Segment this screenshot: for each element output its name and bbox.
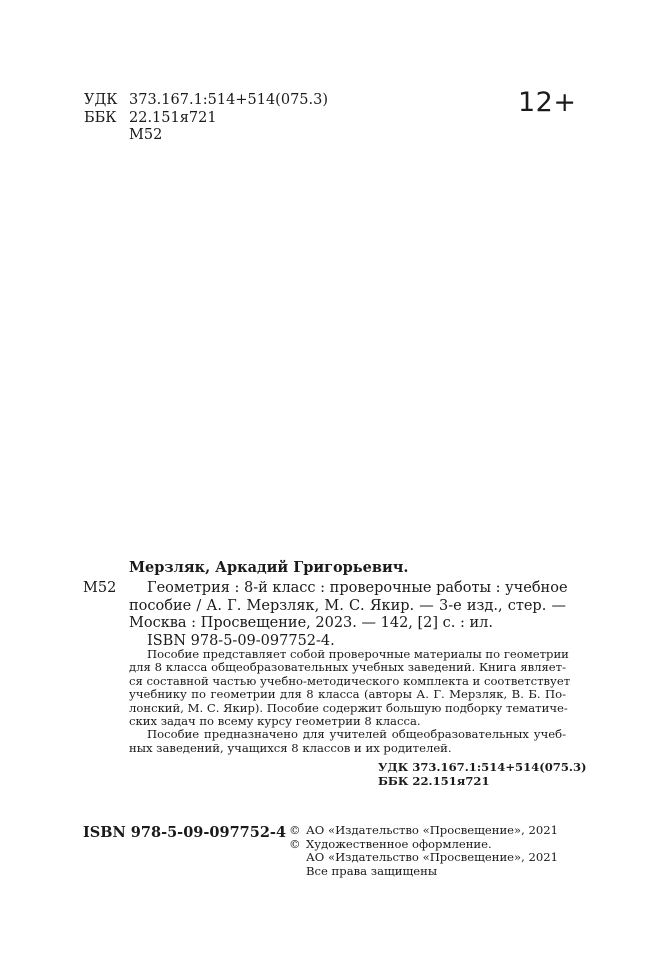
copyright-spacer — [289, 865, 306, 879]
age-rating: 12+ — [518, 87, 577, 118]
classification-footer — [378, 761, 587, 788]
copyright-block — [289, 824, 558, 878]
annotation-line: ся составной частью учебно-методического комплекта и соответствует — [129, 673, 571, 688]
annotation-line: для 8 класса общеобразовательных учебных заведений. Книга являет- — [129, 660, 566, 675]
annotation-line: учебнику по геометрии для 8 класса (авторы А. Г. Мерзляк, В. Б. По- — [129, 687, 566, 702]
annotation — [129, 647, 571, 755]
author-code-row — [84, 127, 328, 145]
biblio-line: Москва : Просвещение, 2023. — 142, [2] с. : ил. — [129, 615, 493, 631]
copyright-line — [289, 865, 558, 879]
isbn: ISBN 978-5-09-097752-4 — [83, 824, 287, 841]
author-code-label — [84, 127, 129, 145]
rights-reserved: Все права защищены — [306, 863, 438, 878]
biblio-line: Геометрия : 8-й класс : проверочные работы : учебное — [147, 580, 568, 596]
author-code-value: М52 — [129, 127, 163, 143]
author-sign: М52 — [83, 580, 117, 596]
author-heading: Мерзляк, Аркадий Григорьевич. — [129, 559, 409, 576]
copyright-spacer — [289, 851, 306, 865]
copyright-text: АО «Издательство «Просвещение», 2021 — [306, 823, 559, 837]
annotation-line: ских задач по всему курсу геометрии 8 класса. — [129, 714, 421, 729]
udk-row — [84, 92, 328, 110]
bibliographic-description — [129, 580, 566, 650]
bbk-value: 22.151я721 — [129, 109, 217, 126]
biblio-line: пособие / А. Г. Мерзляк, М. С. Якир. — 3-е изд., стер. — — [129, 597, 566, 614]
copyright-line — [289, 851, 558, 865]
annotation-line: Пособие предназначено для учителей общеобразовательных учеб- — [147, 727, 566, 742]
biblio-isbn: ISBN 978-5-09-097752-4. — [147, 632, 335, 649]
copyright-line — [289, 824, 558, 838]
annotation-line: ных заведений, учащихся 8 классов и их родителей. — [129, 740, 452, 755]
copyright-icon: © — [289, 836, 301, 851]
udk-value: 373.167.1:514+514(075.3) — [129, 92, 329, 108]
copyright-icon: © — [289, 823, 301, 837]
copyright-text: Художественное оформление. — [306, 836, 492, 851]
bbk-code: ББК 22.151я721 — [378, 773, 490, 788]
copyright-line — [289, 838, 558, 852]
annotation-line: лонский, М. С. Якир). Пособие содержит большую подборку тематиче- — [129, 700, 568, 715]
udk-code: УДК 373.167.1:514+514(075.3) — [378, 760, 587, 774]
annotation-line: Пособие представляет собой проверочные материалы по геометрии — [147, 647, 569, 661]
udk-label: УДК — [84, 92, 118, 108]
bbk-label: ББК — [84, 109, 117, 126]
bbk-row — [84, 110, 328, 128]
classification-block — [84, 92, 328, 145]
copyright-text: АО «Издательство «Просвещение», 2021 — [306, 850, 559, 865]
